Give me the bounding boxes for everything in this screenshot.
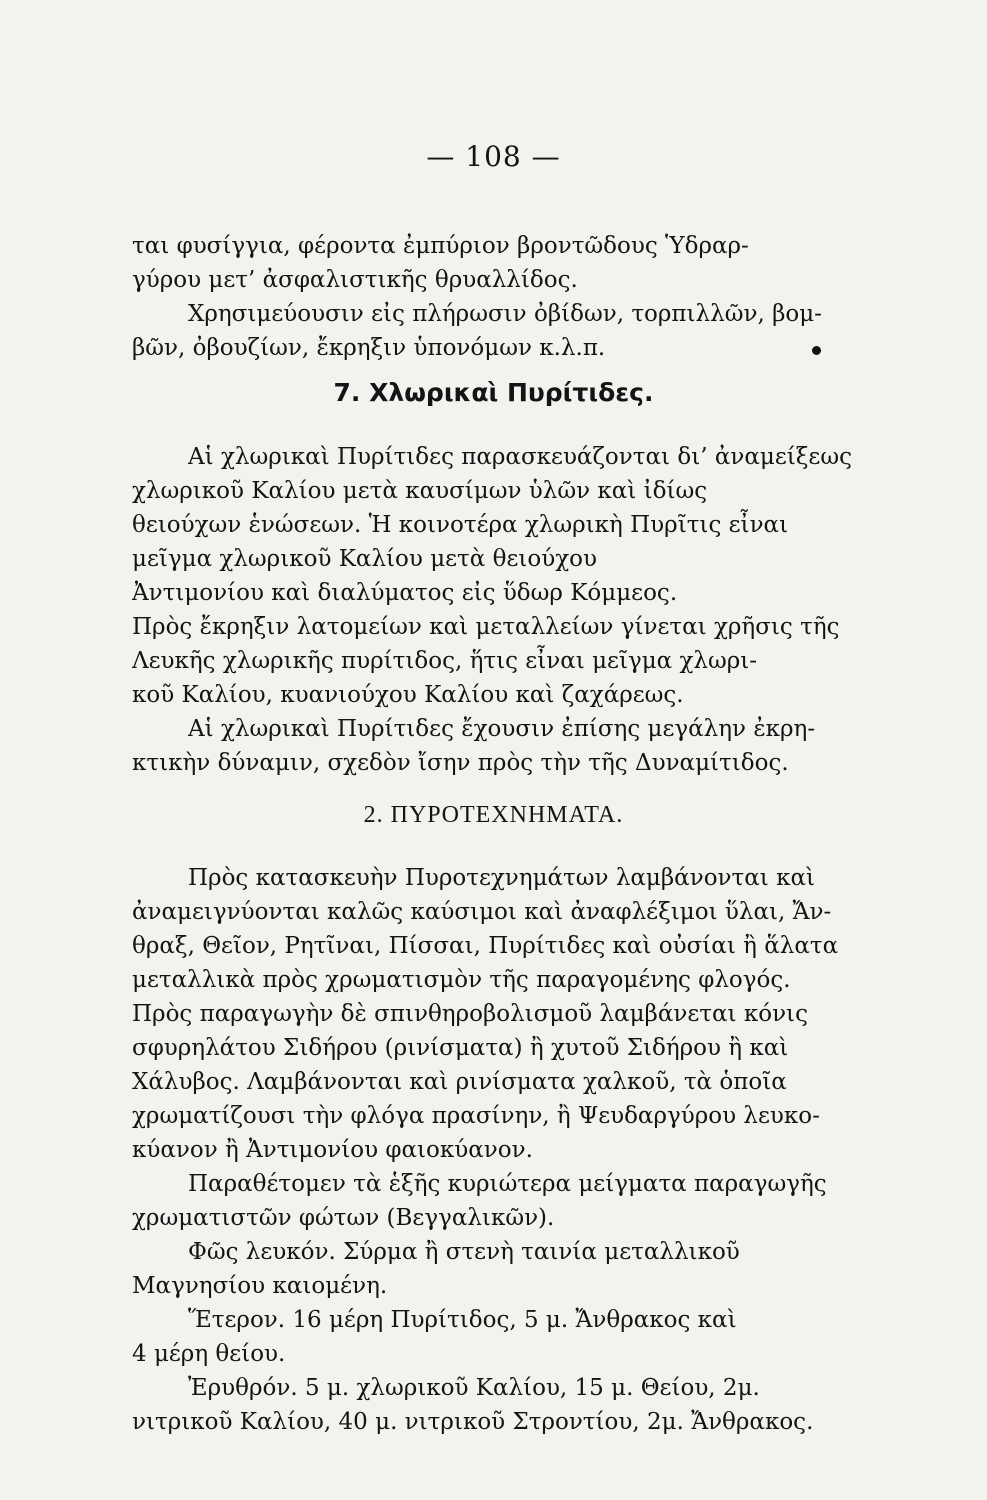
text-line: Πρὸς παραγωγὴν δὲ σπινθηροβολισμοῦ λαμβάνεται κόνις: [132, 1001, 808, 1027]
section-heading-chlorate: 7. Χλωρικαὶ Πυρίτιδες.: [333, 378, 654, 407]
section-heading-fireworks: 2. ΠΥΡΟΤΕΧΝΗΜΑΤΑ.: [363, 802, 624, 828]
text-line: Ἀντιμονίου καὶ διαλύματος εἰς ὕδωρ Κόμμεος.: [132, 580, 678, 606]
text-line: Πρὸς κατασκευὴν Πυροτεχνημάτων λαμβάνονται καὶ: [188, 865, 816, 891]
text-line: βῶν, ὀβουζίων, ἔκρηξιν ὑπονόμων κ.λ.π.: [132, 335, 606, 361]
text-line: 4 μέρη θείου.: [132, 1341, 286, 1367]
text-line: Λευκῆς χλωρικῆς πυρίτιδος, ἥτις εἶναι μεῖγμα χλωρι-: [132, 648, 758, 674]
page-number: — 108 —: [426, 140, 561, 173]
ink-dot: [812, 346, 821, 355]
text-line: θραξ, Θεῖον, Ρητῖναι, Πίσσαι, Πυρίτιδες καὶ οὐσίαι ἢ ἅλατα: [132, 933, 839, 959]
text-line: χρωματίζουσι τὴν φλόγα πρασίνην, ἢ Ψευδαργύρου λευκο-: [132, 1103, 820, 1129]
text-line: Πρὸς ἔκρηξιν λατομείων καὶ μεταλλείων γίνεται χρῆσις τῆς: [132, 614, 840, 640]
text-line: κτικὴν δύναμιν, σχεδὸν ἴσην πρὸς τὴν τῆς Δυναμίτιδος.: [132, 750, 789, 776]
text-line: Χάλυβος. Λαμβάνονται καὶ ρινίσματα χαλκοῦ, τὰ ὁποῖα: [132, 1069, 787, 1095]
text-line: θειούχων ἑνώσεων. Ἡ κοινοτέρα χλωρικὴ Πυρῖτις εἶναι: [132, 512, 789, 538]
text-line: Μαγνησίου καιομένη.: [132, 1273, 388, 1299]
text-line: σφυρηλάτου Σιδήρου (ρινίσματα) ἢ χυτοῦ Σιδήρου ἢ καὶ: [132, 1035, 789, 1061]
text-line: χρωματιστῶν φώτων (Βεγγαλικῶν).: [132, 1205, 555, 1231]
text-line: Χρησιμεύουσιν εἰς πλήρωσιν ὀβίδων, τορπιλλῶν, βομ-: [188, 301, 822, 327]
text-line: μεταλλικὰ πρὸς χρωματισμὸν τῆς παραγομένης φλογός.: [132, 967, 791, 993]
text-line: Παραθέτομεν τὰ ἑξῆς κυριώτερα μείγματα παραγωγῆς: [188, 1171, 827, 1197]
text-line: χλωρικοῦ Καλίου μετὰ καυσίμων ὑλῶν καὶ ἰδίως: [132, 478, 708, 504]
text-line: κοῦ Καλίου, κυανιούχου Καλίου καὶ ζαχάρεως.: [132, 682, 684, 708]
text-line: Φῶς λευκόν. Σύρμα ἢ στενὴ ταινία μεταλλικοῦ: [188, 1239, 740, 1265]
text-line: ἀναμειγνύονται καλῶς καύσιμοι καὶ ἀναφλέξιμοι ὕλαι, Ἄν-: [132, 899, 832, 925]
text-line: νιτρικοῦ Καλίου, 40 μ. νιτρικοῦ Στροντίου, 2μ. Ἄνθρακος.: [132, 1409, 814, 1435]
text-line: μεῖγμα χλωρικοῦ Καλίου μετὰ θειούχου: [132, 546, 597, 572]
text-line: Αἱ χλωρικαὶ Πυρίτιδες ἔχουσιν ἐπίσης μεγάλην ἐκρη-: [188, 716, 816, 742]
text-line: ται φυσίγγια, φέροντα ἐμπύριον βροντῶδους Ὑδραρ-: [132, 233, 749, 259]
text-line: γύρου μετ’ ἀσφαλιστικῆς θρυαλλίδος.: [132, 267, 578, 293]
text-line: Αἱ χλωρικαὶ Πυρίτιδες παρασκευάζονται δι’ ἀναμείξεως: [188, 444, 852, 470]
text-line: κύανον ἢ Ἀντιμονίου φαιοκύανον.: [132, 1137, 533, 1163]
text-line: Ἐρυθρόν. 5 μ. χλωρικοῦ Καλίου, 15 μ. Θείου, 2μ.: [188, 1375, 760, 1401]
text-line: Ἕτερον. 16 μέρη Πυρίτιδος, 5 μ. Ἄνθρακος καὶ: [188, 1307, 737, 1333]
